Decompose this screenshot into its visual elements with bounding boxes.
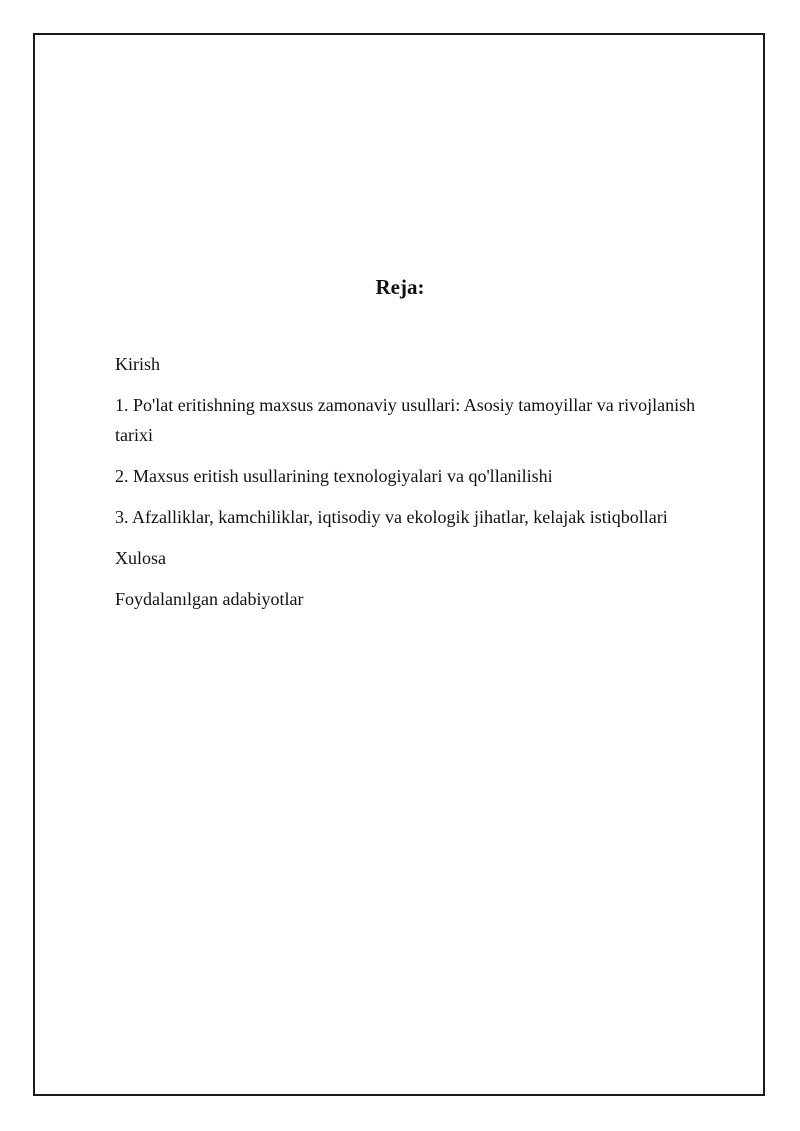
table-of-contents — [115, 349, 735, 625]
toc-item-references: Foydalanılgan adabiyotlar — [115, 589, 304, 609]
toc-item-2: 2. Maxsus eritish usullarining texnologiyalari va qo'llanilishi — [115, 466, 553, 486]
page-title: Reja: — [375, 275, 425, 299]
toc-item-1: 1. Po'lat eritishning maxsus zamonaviy usullari: Asosiy tamoyillar va rivojlanish tarixi — [115, 395, 696, 445]
toc-item-intro: Kirish — [115, 354, 160, 374]
toc-item-3: 3. Afzalliklar, kamchiliklar, iqtisodiy va ekologik jihatlar, kelajak istiqbollari — [115, 507, 668, 527]
toc-item-conclusion: Xulosa — [115, 548, 166, 568]
